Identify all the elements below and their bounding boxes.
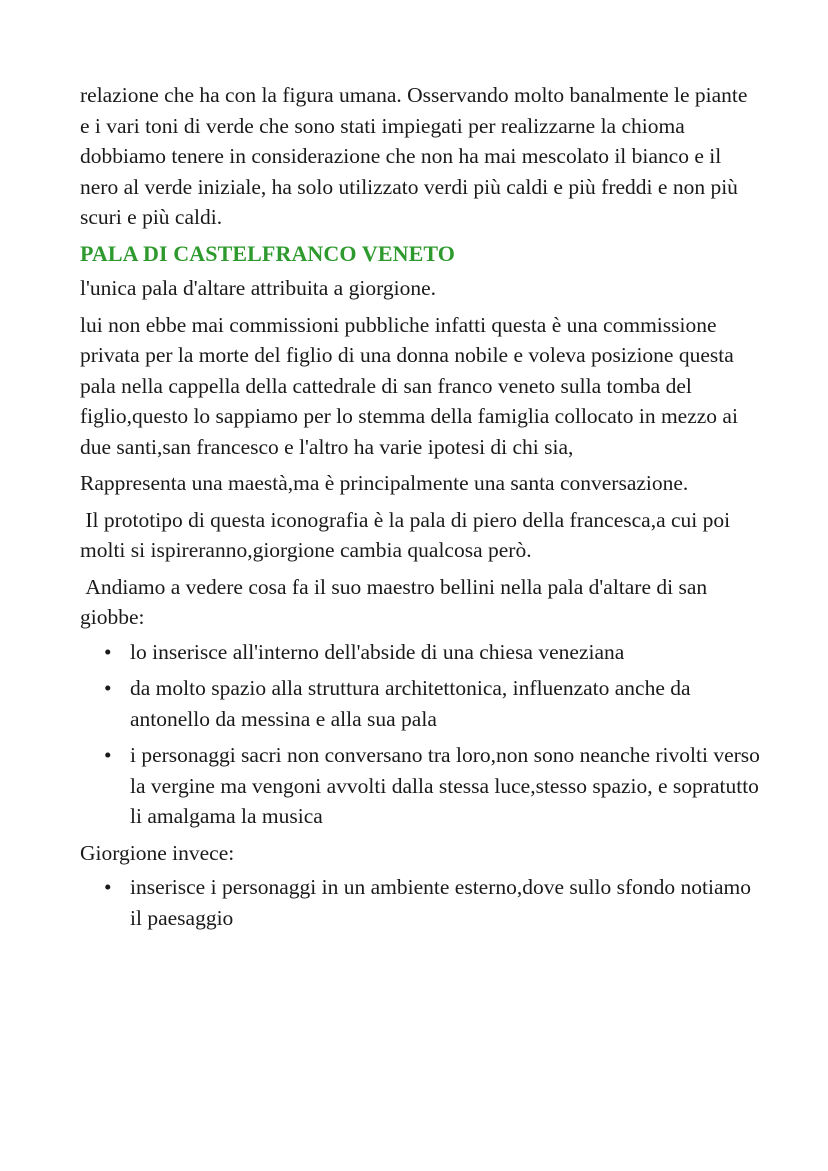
giorgione-bullet-list (80, 872, 760, 933)
paragraph-5: Andiamo a vedere cosa fa il suo maestro bellini nella pala d'altare di san giobbe: (80, 574, 713, 629)
intro-paragraph: relazione che ha con la figura umana. Osservando molto banalmente le piante e i vari toni di verde che sono stati impiegati per realizzarne la chioma dobbiamo tenere in considerazione che non ha mai mescolato il bianco e il nero al verde iniziale, ha solo utilizzato verdi più caldi e più freddi e non più scuri e più caldi. (80, 83, 753, 229)
list-item (80, 637, 760, 668)
section-heading: PALA DI CASTELFRANCO VENETO (80, 240, 455, 266)
list-item-text: inserisce i personaggi in un ambiente esterno,dove sullo sfondo notiamo il paesaggio (130, 875, 751, 930)
list-item (80, 872, 760, 933)
document-page (80, 80, 760, 939)
paragraph-1: l'unica pala d'altare attribuita a giorgione. (80, 276, 436, 300)
paragraph-4: Il prototipo di questa iconografia è la pala di piero della francesca,a cui poi molti si ispireranno,giorgione cambia qualcosa però. (80, 507, 736, 562)
list-item (80, 673, 760, 734)
bullet-icon: • (104, 743, 112, 767)
paragraph-2: lui non ebbe mai commissioni pubbliche infatti questa è una commissione privata per la morte del figlio di una donna nobile e voleva posizione questa pala nella cappella della cattedrale di san franco veneto sulla tomba del figlio,questo lo sappiamo per lo stemma della famiglia collocato in mezzo ai due santi,san francesco e l'altro ha varie ipotesi di chi sia, (80, 312, 744, 459)
list-item-text: da molto spazio alla struttura architettonica, influenzato anche da antonello da messina e alla sua pala (130, 676, 691, 731)
bellini-bullet-list (80, 637, 760, 832)
list-item-text: lo inserisce all'interno dell'abside di una chiesa veneziana (130, 639, 625, 664)
list-item-text: i personaggi sacri non conversano tra loro,non sono neanche rivolti verso la vergine ma vengoni avvolti dalla stessa luce,stesso spazio, e sopratutto li amalgama la musica (130, 743, 760, 828)
bullet-icon: • (104, 875, 112, 899)
bullet-icon: • (104, 639, 112, 664)
bullet-icon: • (104, 676, 112, 700)
giorgione-intro: Giorgione invece: (80, 840, 235, 865)
paragraph-3: Rappresenta una maestà,ma è principalmente una santa conversazione. (80, 471, 689, 495)
list-item (80, 740, 760, 832)
